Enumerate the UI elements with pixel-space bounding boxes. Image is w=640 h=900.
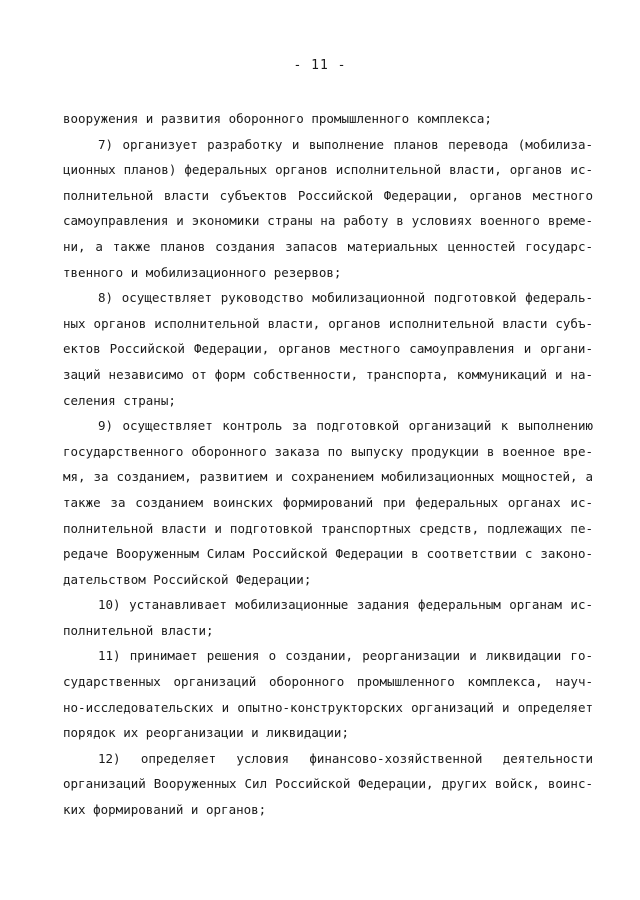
text-line: твенного и мобилизационного резервов; bbox=[63, 264, 342, 280]
text-line: ких формирований и органов; bbox=[63, 802, 267, 818]
paragraph bbox=[63, 285, 593, 413]
text-line: 12) определяет условия финансово-хозяйственной деятельности bbox=[98, 750, 593, 766]
text-line: ных органов исполнительной власти, органов исполнительной власти субъ- bbox=[63, 315, 593, 331]
text-line: порядок их реорганизации и ликвидации; bbox=[63, 725, 349, 741]
text-line: самоуправления и экономики страны на работу в условиях военного време- bbox=[63, 213, 593, 229]
text-line: но-исследовательских и опытно-конструкторских организаций и определяет bbox=[63, 699, 593, 715]
text-line: ектов Российской Федерации, органов местного самоуправления и органи- bbox=[63, 341, 593, 357]
text-line: также за созданием воинских формирований при федеральных органах ис- bbox=[63, 494, 593, 510]
text-line: ционных планов) федеральных органов исполнительной власти, органов ис- bbox=[63, 162, 593, 178]
paragraph bbox=[63, 413, 593, 592]
body-text bbox=[63, 106, 593, 823]
paragraph bbox=[63, 132, 593, 286]
paragraph bbox=[63, 746, 593, 823]
text-line: 10) устанавливает мобилизационные задания федеральным органам ис- bbox=[98, 597, 593, 613]
text-line: мя, за созданием, развитием и сохранением мобилизационных мощностей, а bbox=[63, 469, 593, 485]
text-line: дательством Российской Федерации; bbox=[63, 571, 312, 587]
text-line: полнительной власти; bbox=[63, 622, 214, 638]
text-line: полнительной власти субъектов Российской Федерации, органов местного bbox=[63, 187, 593, 203]
text-line: ни, а также планов создания запасов материальных ценностей государс- bbox=[63, 238, 593, 254]
text-line: 7) организует разработку и выполнение планов перевода (мобилиза- bbox=[98, 136, 593, 152]
paragraph bbox=[63, 106, 593, 132]
text-line: селения страны; bbox=[63, 392, 176, 408]
text-line: вооружения и развития оборонного промышленного комплекса; bbox=[63, 111, 492, 126]
text-line: заций независимо от форм собственности, транспорта, коммуникаций и на- bbox=[63, 366, 593, 382]
page-number: - 11 - bbox=[293, 58, 347, 73]
text-line: 8) осуществляет руководство мобилизационной подготовкой федераль- bbox=[98, 290, 593, 306]
paragraph bbox=[63, 592, 593, 643]
text-line: 11) принимает решения о создании, реорганизации и ликвидации го- bbox=[98, 648, 593, 664]
paragraph bbox=[63, 643, 593, 745]
text-line: 9) осуществляет контроль за подготовкой организаций к выполнению bbox=[98, 418, 593, 434]
text-line: редаче Вооруженным Силам Российской Федерации в соответствии с законо- bbox=[63, 546, 593, 562]
text-line: сударственных организаций оборонного промышленного комплекса, науч- bbox=[63, 674, 593, 690]
text-line: организаций Вооруженных Сил Российской Федерации, других войск, воинс- bbox=[63, 776, 593, 792]
text-line: полнительной власти и подготовкой транспортных средств, подлежащих пе- bbox=[63, 520, 593, 536]
text-line: государственного оборонного заказа по выпуску продукции в военное вре- bbox=[63, 443, 593, 459]
